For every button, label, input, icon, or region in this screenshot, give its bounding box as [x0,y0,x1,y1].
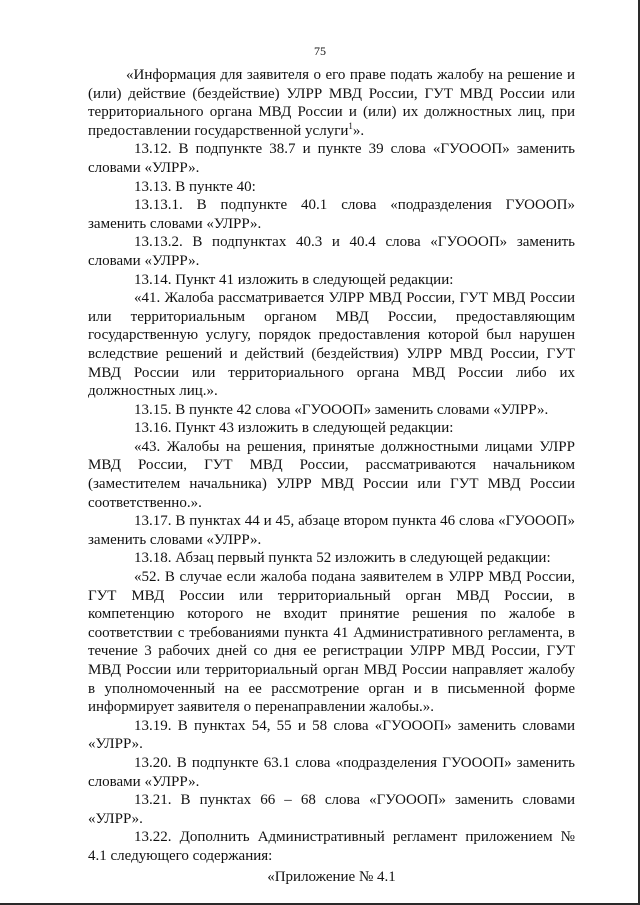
paragraph: 13.13. В пункте 40: [134,178,256,195]
paragraph: 13.13.1. В подпункте 40.1 слова «подразделения ГУОООП» заменить словами «УЛРР». [88,197,575,232]
paragraph: 13.20. В подпункте 63.1 слова «подразделения ГУОООП» заменить словами «УЛРР». [88,754,575,790]
paragraph: 13.15. В пункте 42 слова «ГУОООП» заменить словами «УЛРР». [134,401,549,418]
paragraph-end: ». [352,122,365,139]
paragraph: 13.16. Пункт 43 изложить в следующей редакции: [134,420,454,437]
paragraph: 13.17. В пунктах 44 и 45, абзаце втором пункта 46 слова «ГУОООП» заменить словами «УЛРР». [88,513,575,548]
paragraph: «43. Жалобы на решения, принятые должностными лицами УЛРР МВД России, ГУТ МВД России, рассматриваются начальником (заместителем начальника) УЛРР МВД России или ГУТ МВД России соответственно.». [88,438,575,511]
paragraph: 13.12. В подпункте 38.7 и пункте 39 слова «ГУОООП» заменить словами «УЛРР». [88,141,575,176]
footnote-mark: 1 [348,120,353,131]
paragraph: 13.19. В пунктах 54, 55 и 58 слова «ГУОООП» заменить словами «УЛРР». [88,717,575,753]
paragraph-text: «Информация для заявителя о его праве подать жалобу на решение и (или) действие (бездействие) УЛРР МВД России, ГУТ МВД России или территориального органа МВД России и (или) их должностных лиц, при предоставлении государственной услуги [88,67,575,139]
page-number: 75 [314,44,326,58]
paragraph: 13.22. Дополнить Административный регламент приложением № 4.1 следующего содержания: [88,829,575,864]
paragraph: 13.21. В пунктах 66 – 68 слова «ГУОООП» заменить словами «УЛРР». [88,792,575,827]
paragraph [88,66,575,140]
paragraph: 13.14. Пункт 41 изложить в следующей редакции: [134,271,454,288]
document-body [88,66,575,886]
appendix-heading: «Приложение № 4.1 [267,868,396,885]
paragraph: 13.18. Абзац первый пункта 52 изложить в следующей редакции: [134,550,551,567]
paragraph: «41. Жалоба рассматривается УЛРР МВД России, ГУТ МВД России или территориальным органом МВД России, предоставляющим государственную услугу, порядок предоставления которой был нарушен вследствие решений и действий (бездействия) УЛРР МВД России, ГУТ МВД России или территориального органа МВД России либо их должностных лиц.». [88,290,575,400]
paragraph: 13.13.2. В подпунктах 40.3 и 40.4 слова «ГУОООП» заменить словами «УЛРР». [88,234,575,269]
paragraph: «52. В случае если жалоба подана заявителем в УЛРР МВД России, ГУТ МВД России или территориальный орган МВД России, в компетенцию которого не входит принятие решения по жалобе в соответствии с требованиями пункта 41 Административного регламента, в течение 3 рабочих дней со дня ее регистрации УЛРР МВД России, ГУТ МВД России или территориальный орган МВД России направляет жалобу в уполномоченный на ее рассмотрение орган и в письменной форме информирует заявителя о перенаправлении жалобы.». [88,569,575,716]
